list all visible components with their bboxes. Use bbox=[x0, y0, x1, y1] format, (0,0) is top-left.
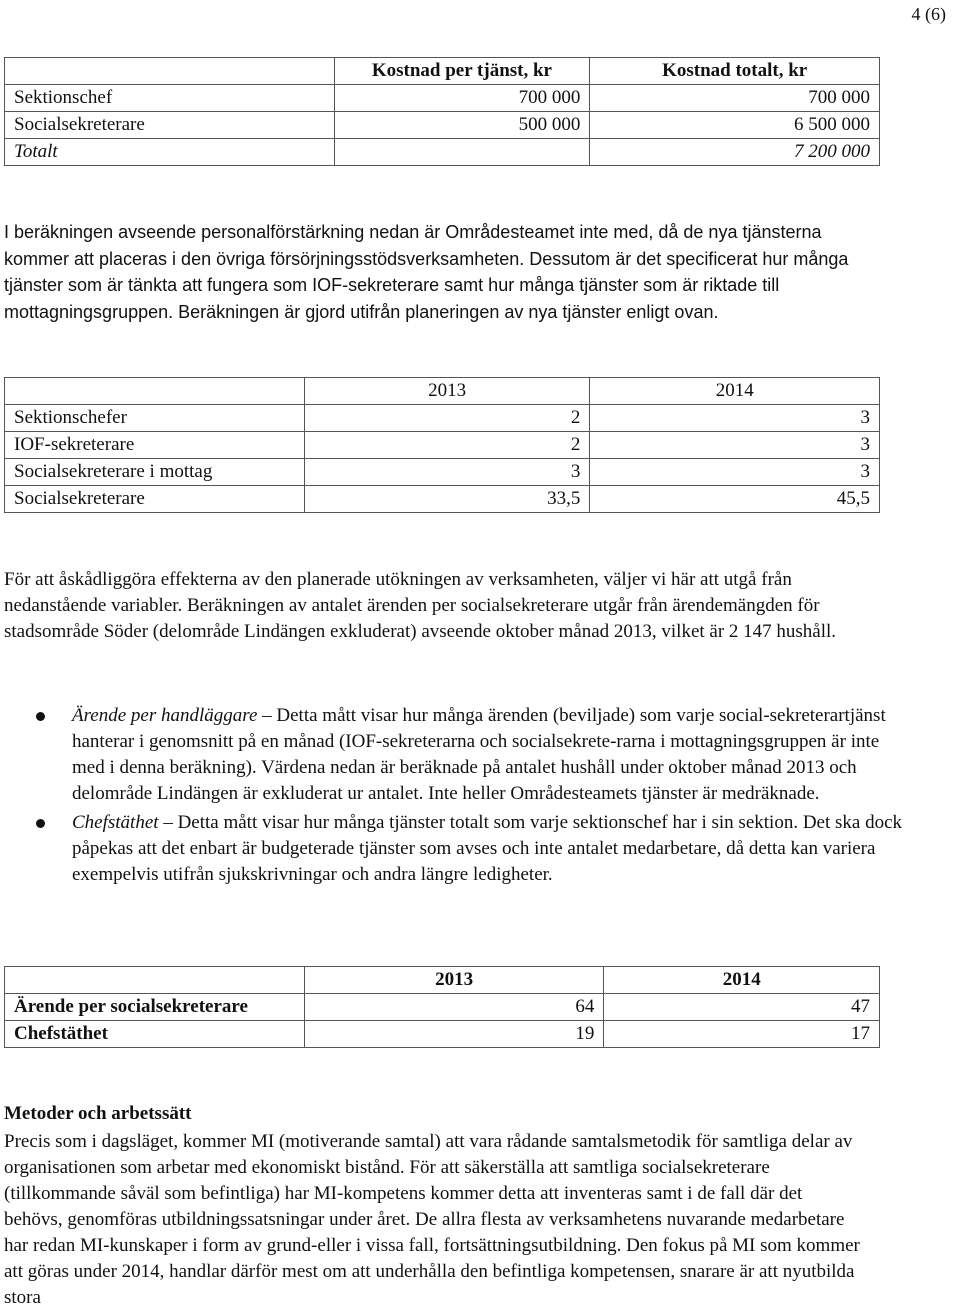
bullet-list bbox=[4, 703, 904, 889]
paragraph-methods: Precis som i dagsläget, kommer MI (motiverande samtal) att vara rådande samtalsmetodik för samtliga delar av organisationen som arbetar med ekonomiskt bistånd. För att säkerställa att samtliga socialsekreterare (tillkommande såväl som befintliga) har MI-kompetens kommer detta att inventeras samt i de fall där det behövs, genomföras utbildningssatsningar under året. De allra flesta av verksamhetens nuvarande medarbetare har redan MI-kunskaper i form av grund-eller i vissa fall, fortsättningsutbildning. Den fokus på MI som kommer att göras under 2014, handlar därför mest om att underhålla den befintliga kompetensen, snarare är att nyutbilda stora bbox=[4, 1131, 860, 1308]
table-cell: Sektionschef bbox=[5, 85, 335, 112]
table-row bbox=[5, 112, 880, 139]
list-item bbox=[4, 810, 904, 888]
page-number: 4 (6) bbox=[911, 4, 946, 24]
table-header-cell bbox=[5, 967, 305, 994]
table-cell: IOF-sekreterare bbox=[5, 432, 305, 459]
table-header-cell bbox=[5, 378, 305, 405]
table-cell bbox=[334, 139, 590, 166]
bullet-text: – Detta mått visar hur många tjänster totalt som varje sektionschef har i sin sektion. Det ska dock påpekas att det enbart är budgeterade tjänster som avses och inte antalet medarbetare, då detta kan variera exempelvis utifrån sjukskrivningar och andra längre ledigheter. bbox=[72, 812, 903, 885]
paragraph-variables-intro: För att åskådliggöra effekterna av den planerade utökningen av verksamheten, väljer vi här att utgå från nedanstående variabler. Beräkningen av antalet ärenden per socialsekreterare utgår från ärendemängden för stadsområde Söder (delområde Lindängen exkluderat) avseende oktober månad 2013, vilket är 2 147 hushåll. bbox=[4, 569, 837, 642]
table-cell: Socialsekreterare i mottag bbox=[5, 459, 305, 486]
table-cell: 3 bbox=[590, 459, 880, 486]
table-cell: 3 bbox=[304, 459, 590, 486]
paragraph-personal-calculation: I beräkningen avseende personalförstärkning nedan är Områdesteamet inte med, då de nya tjänsterna kommer att placeras i den övriga försörjningsstödsverksamheten. Dessutom är det specificerat hur många tjänster som är tänkta att fungera som IOF-sekreterare samt hur många tjänster som är riktade till mottagningsgruppen. Beräkningen är gjord utifrån planeringen av nya tjänster enligt ovan. bbox=[4, 222, 849, 322]
table-row bbox=[5, 139, 880, 166]
bullet-term: Chefstäthet bbox=[72, 812, 159, 833]
table-cell: 64 bbox=[304, 994, 604, 1021]
table-header-cell: Kostnad per tjänst, kr bbox=[334, 58, 590, 85]
table-header-cell: Kostnad totalt, kr bbox=[590, 58, 880, 85]
table-cell: 33,5 bbox=[304, 486, 590, 513]
table-cell: Socialsekreterare bbox=[5, 112, 335, 139]
table-row bbox=[5, 405, 880, 432]
table-cell: 45,5 bbox=[590, 486, 880, 513]
table-row bbox=[5, 432, 880, 459]
bullet-term: Ärende per handläggare bbox=[72, 705, 258, 726]
table-header-cell: 2013 bbox=[304, 967, 604, 994]
table-cell: 2 bbox=[304, 405, 590, 432]
table-cell: 19 bbox=[304, 1021, 604, 1048]
table-header-row bbox=[5, 378, 880, 405]
table-header-row bbox=[5, 58, 880, 85]
table-cell: 700 000 bbox=[334, 85, 590, 112]
cost-table bbox=[4, 57, 880, 166]
bullet-text: – Detta mått visar hur många ärenden (beviljade) som varje social-sekreterartjänst hanterar i genomsnitt på en månad (IOF-sekreterarna och socialsekrete-rarna i mottagningsgruppen är inte med i denna beräkning). Värdena nedan är beräknade på antalet hushåll under oktober månad 2013 och delområde Lindängen är exkluderat ur antalet. Inte heller Områdesteamets tjänster är medräknade. bbox=[72, 705, 886, 804]
table-cell: 7 200 000 bbox=[590, 139, 880, 166]
table-cell: Socialsekreterare bbox=[5, 486, 305, 513]
table-cell: Totalt bbox=[5, 139, 335, 166]
table-cell: 6 500 000 bbox=[590, 112, 880, 139]
ratio-table bbox=[4, 966, 880, 1048]
staff-table bbox=[4, 377, 880, 513]
table-cell: Ärende per socialsekreterare bbox=[5, 994, 305, 1021]
table-cell: 700 000 bbox=[590, 85, 880, 112]
table-cell: 3 bbox=[590, 405, 880, 432]
table-row bbox=[5, 459, 880, 486]
table-header-row bbox=[5, 967, 880, 994]
table-header-cell: 2013 bbox=[304, 378, 590, 405]
table-cell: Sektionschefer bbox=[5, 405, 305, 432]
table-cell: 17 bbox=[604, 1021, 880, 1048]
table-row bbox=[5, 486, 880, 513]
table-cell: Chefstäthet bbox=[5, 1021, 305, 1048]
table-row bbox=[5, 1021, 880, 1048]
bullet-icon bbox=[36, 819, 45, 828]
table-header-cell bbox=[5, 58, 335, 85]
bullet-icon bbox=[36, 712, 45, 721]
table-cell: 2 bbox=[304, 432, 590, 459]
list-item bbox=[4, 703, 904, 807]
table-row bbox=[5, 85, 880, 112]
table-row bbox=[5, 994, 880, 1021]
section-heading: Metoder och arbetssätt bbox=[4, 1103, 192, 1124]
table-cell: 47 bbox=[604, 994, 880, 1021]
table-cell: 3 bbox=[590, 432, 880, 459]
table-header-cell: 2014 bbox=[604, 967, 880, 994]
table-cell: 500 000 bbox=[334, 112, 590, 139]
table-header-cell: 2014 bbox=[590, 378, 880, 405]
